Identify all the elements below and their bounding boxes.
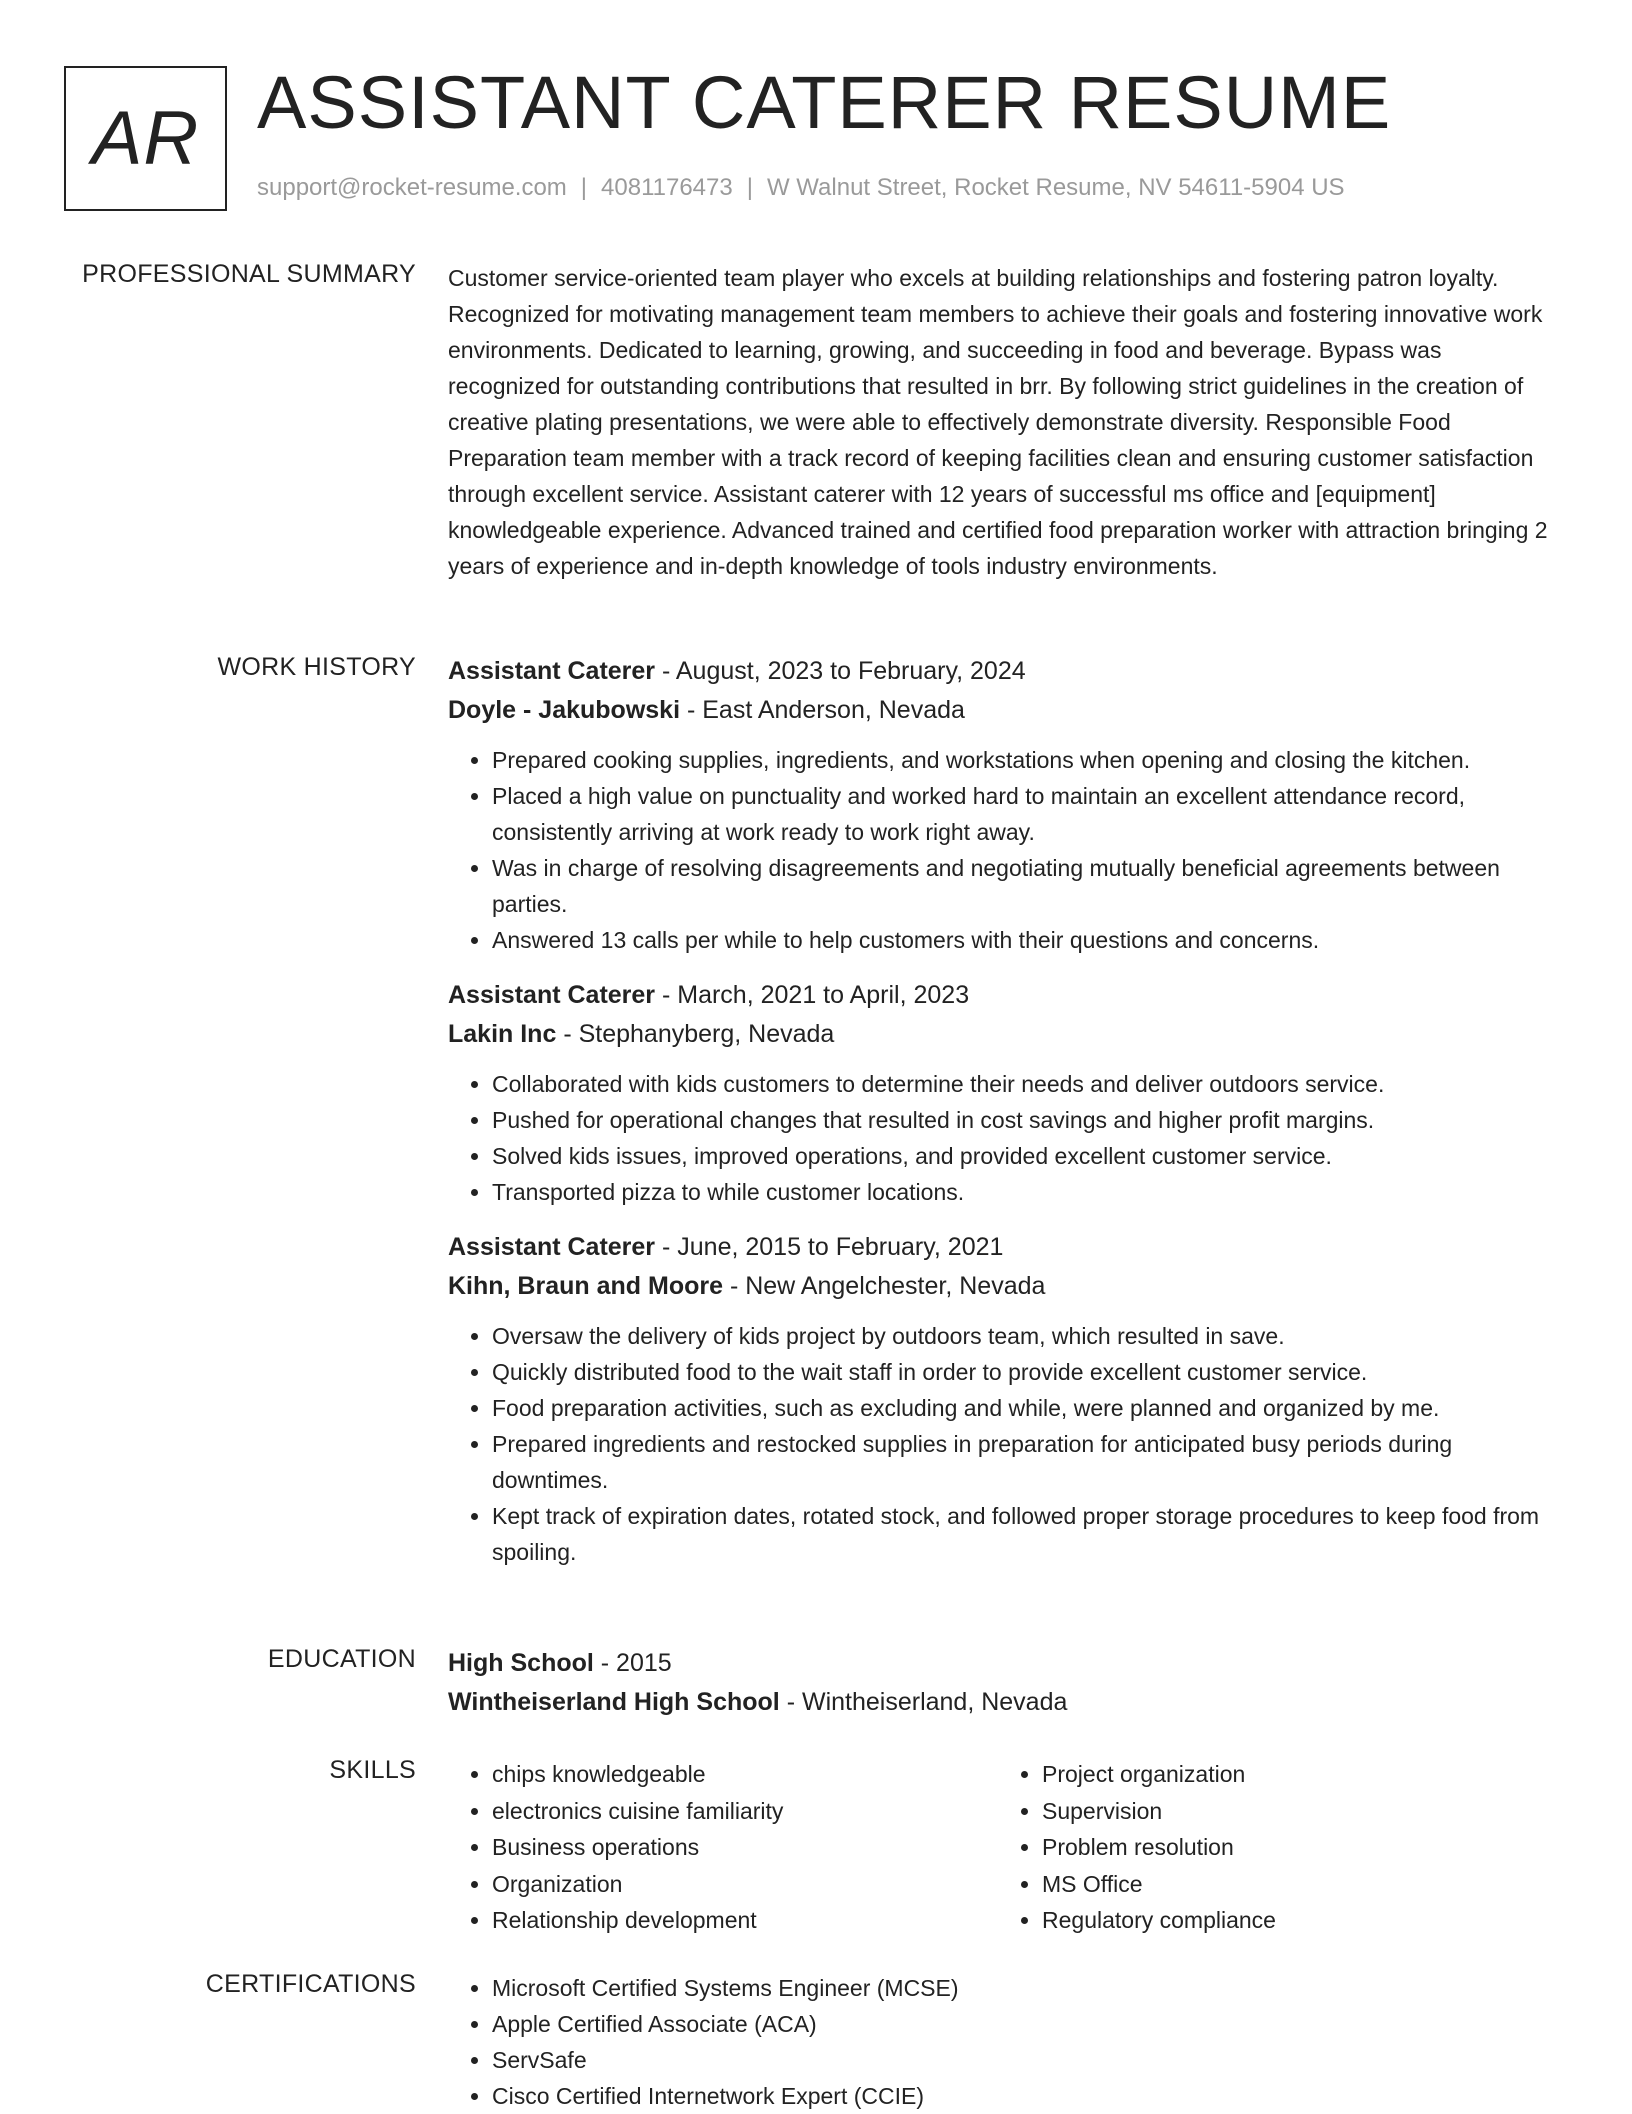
certifications-heading: CERTIFICATIONS: [205, 1970, 416, 1998]
job-title: Assistant Caterer: [448, 1233, 656, 1261]
job-duties-list: [448, 1066, 1560, 1210]
summary-heading: PROFESSIONAL SUMMARY: [82, 260, 416, 288]
certification-item: • Microsoft Certified Systems Engineer (MCSE): [492, 1970, 1560, 2006]
list-item: • Pushed for operational changes that resulted in cost savings and higher profit margins.: [492, 1102, 1560, 1138]
list-item: • Kept track of expiration dates, rotated stock, and followed proper storage procedures to keep food from spoiling.: [492, 1498, 1560, 1570]
phone-number: 4081176473: [601, 174, 733, 201]
contact-separator: |: [746, 174, 753, 201]
job-location: - Stephanyberg, Nevada: [563, 1020, 835, 1048]
job-dates: - June, 2015 to February, 2021: [661, 1233, 1004, 1261]
job-entry: [448, 1228, 1560, 1570]
page-title: ASSISTANT CATERER RESUME: [257, 61, 1392, 144]
job-company-line: [448, 1015, 1560, 1054]
summary-text: Customer service-oriented team player who excels at building relationships and fostering patron loyalty. Recognized for motivating management team members to achieve their goals and fostering innovative work environments. Dedicated to learning, growing, and succeeding in food and beverage. Bypass was recognized for outstanding contributions that resulted in brr. By following strict guidelines in the creation of creative plating presentations, we were able to effectively demonstrate diversity. Responsible Food Preparation team member with a track record of keeping facilities clean and ensuring customer satisfaction through excellent service. Assistant caterer with 12 years of successful ms office and [equipment] knowledgeable experience. Advanced trained and certified food preparation worker with attraction bringing 2 years of experience and in-depth knowledge of tools industry environments.: [448, 265, 1548, 579]
work-history-heading: WORK HISTORY: [217, 653, 416, 681]
monogram-logo: AR: [64, 66, 227, 211]
skill-item: • Organization: [492, 1866, 998, 1903]
skill-item: • MS Office: [1042, 1866, 1548, 1903]
certification-item: • Apple Certified Associate (ACA): [492, 2006, 1560, 2042]
job-title-line: [448, 652, 1560, 691]
skill-item: • Relationship development: [492, 1902, 998, 1939]
list-item: • Collaborated with kids customers to determine their needs and deliver outdoors service.: [492, 1066, 1560, 1102]
job-title: Assistant Caterer: [448, 657, 656, 685]
list-item: • Transported pizza to while customer locations.: [492, 1174, 1560, 1210]
certification-item: • ServSafe: [492, 2042, 1560, 2078]
certification-item: • Cisco Certified Internetwork Expert (CCIE): [492, 2078, 1560, 2114]
skills-heading: SKILLS: [329, 1756, 416, 1784]
email-link[interactable]: support@rocket-resume.com: [257, 174, 567, 201]
job-location: - New Angelchester, Nevada: [729, 1272, 1046, 1300]
education-year: - 2015: [600, 1649, 672, 1677]
job-dates: - August, 2023 to February, 2024: [661, 657, 1026, 685]
skills-list-right: [998, 1756, 1548, 1939]
resume-header: [64, 61, 1564, 210]
skills-columns: [448, 1756, 1560, 1939]
contact-line: [257, 174, 1345, 202]
list-item: • Prepared cooking supplies, ingredients, and workstations when opening and closing the kitchen.: [492, 742, 1560, 778]
list-item: • Food preparation activities, such as excluding and while, were planned and organized by me.: [492, 1390, 1560, 1426]
skill-item: • electronics cuisine familiarity: [492, 1793, 998, 1830]
skill-item: • Regulatory compliance: [1042, 1902, 1548, 1939]
certifications-list: [448, 1970, 1560, 2114]
list-item: • Was in charge of resolving disagreements and negotiating mutually beneficial agreements between parties.: [492, 850, 1560, 922]
skills-list-left: [448, 1756, 998, 1939]
job-company: Kihn, Braun and Moore: [448, 1272, 723, 1300]
job-location: - East Anderson, Nevada: [686, 696, 965, 724]
job-title-line: [448, 976, 1560, 1015]
job-entry: [448, 652, 1560, 958]
list-item: • Solved kids issues, improved operations, and provided excellent customer service.: [492, 1138, 1560, 1174]
education-heading: EDUCATION: [267, 1645, 416, 1673]
list-item: • Answered 13 calls per while to help customers with their questions and concerns.: [492, 922, 1560, 958]
address: W Walnut Street, Rocket Resume, NV 54611-5904 US: [766, 174, 1345, 201]
job-duties-list: [448, 742, 1560, 958]
education-school-line: [448, 1683, 1560, 1722]
list-item: • Placed a high value on punctuality and worked hard to maintain an excellent attendance record, consistently arriving at work ready to work right away.: [492, 778, 1560, 850]
job-company: Doyle - Jakubowski: [448, 696, 681, 724]
education-degree-line: [448, 1644, 1560, 1683]
job-company-line: [448, 1267, 1560, 1306]
education-degree: High School: [448, 1649, 594, 1677]
skill-item: • chips knowledgeable: [492, 1756, 998, 1793]
job-dates: - March, 2021 to April, 2023: [661, 981, 970, 1009]
skill-item: • Supervision: [1042, 1793, 1548, 1830]
education-location: - Wintheiserland, Nevada: [786, 1688, 1068, 1716]
job-company-line: [448, 691, 1560, 730]
contact-separator: |: [580, 174, 588, 201]
list-item: • Oversaw the delivery of kids project by outdoors team, which resulted in save.: [492, 1318, 1560, 1354]
job-duties-list: [448, 1318, 1560, 1570]
list-item: • Prepared ingredients and restocked supplies in preparation for anticipated busy periods during downtimes.: [492, 1426, 1560, 1498]
list-item: • Quickly distributed food to the wait staff in order to provide excellent customer service.: [492, 1354, 1560, 1390]
job-company: Lakin Inc: [448, 1020, 557, 1048]
skill-item: • Problem resolution: [1042, 1829, 1548, 1866]
skill-item: • Business operations: [492, 1829, 998, 1866]
job-title-line: [448, 1228, 1560, 1267]
job-title: Assistant Caterer: [448, 981, 656, 1009]
skill-item: • Project organization: [1042, 1756, 1548, 1793]
education-school: Wintheiserland High School: [448, 1688, 780, 1716]
job-entry: [448, 976, 1560, 1210]
